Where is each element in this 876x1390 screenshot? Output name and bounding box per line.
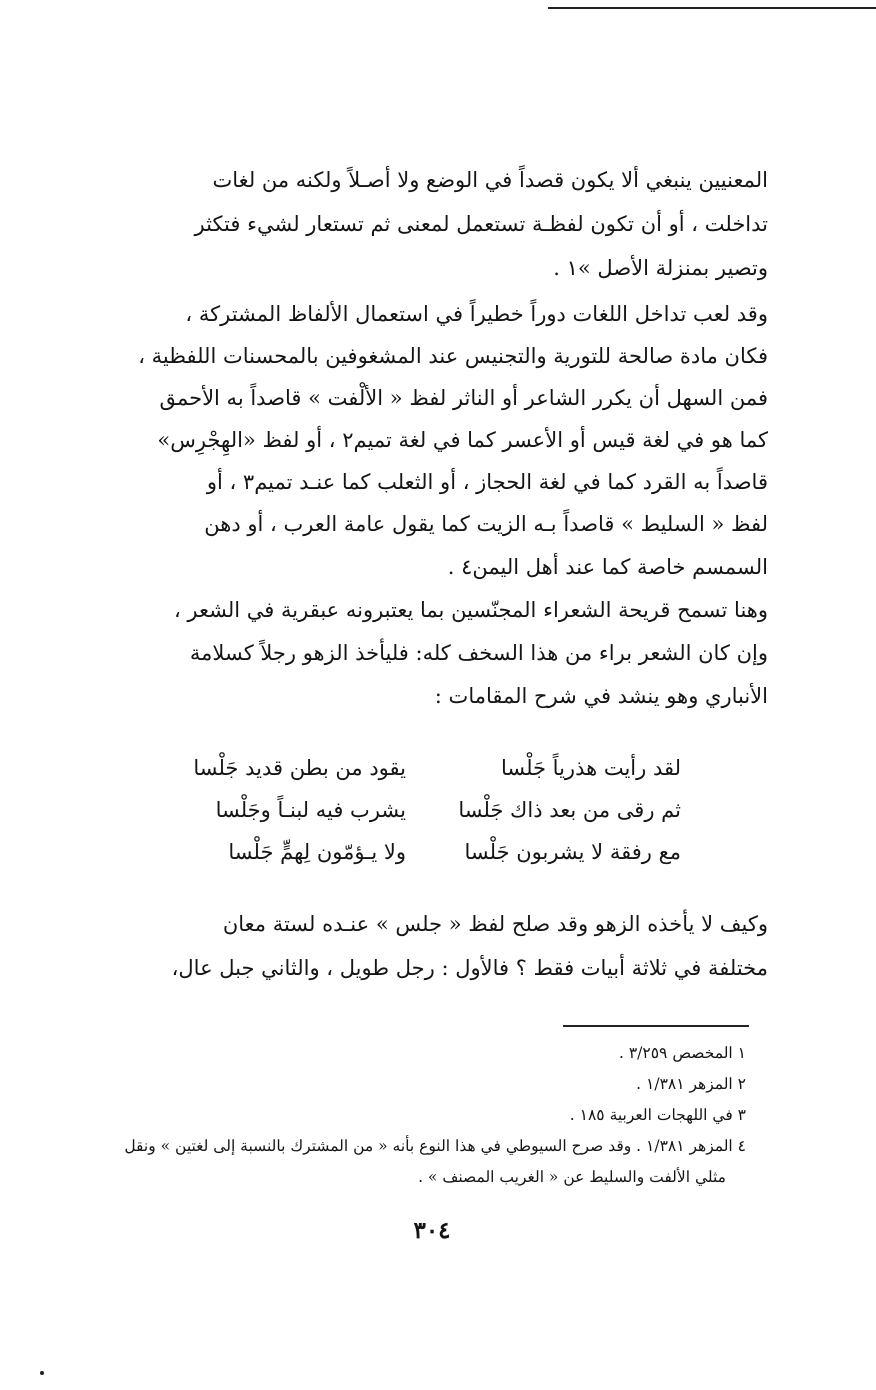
verse-second-hemistich: ولا يـؤمّون لِهمٍّ جَلْسا [228,840,406,864]
body-line: وتصير بمنزلة الأصل »١ . [553,256,768,280]
footnote-separator [563,1025,749,1027]
body-line: المعنيين ينبغي ألا يكون قصداً في الوضع ولا أصـلاً ولكنه من لغات [212,168,768,192]
body-line: قاصداً به القرد كما في لغة الحجاز ، أو الثعلب كما عنـد تميم٣ ، أو [206,470,768,494]
footnote: ٢ المزهر ١/٣٨١ . [636,1075,746,1093]
scan-speck [40,1371,44,1375]
footnote: ١ المخصص ٣/٢٥٩ . [619,1044,746,1062]
body-line: تداخلت ، أو أن تكون لفظـة تستعمل لمعنى ثم تستعار لشيء فتكثر [194,212,768,236]
verse-first-hemistich: مع رفقة لا يشربون جَلْسا [464,840,681,864]
footnote: ٤ المزهر ١/٣٨١ . وقد صرح السيوطي في هذا النوع بأنه « من المشترك بالنسبة إلى لغتين » ونقل [124,1137,746,1155]
body-line: وهنا تسمح قريحة الشعراء المجنّسين بما يعتبرونه عبقرية في الشعر ، [173,598,768,622]
verse-second-hemistich: يشرب فيه لبنـاً وجَلْسا [215,798,406,822]
verse-first-hemistich: ثم رقى من بعد ذاك جَلْسا [458,798,681,822]
body-line: مختلفة في ثلاثة أبيات فقط ؟ فالأول : رجل طويل ، والثاني جبل عال، [171,956,768,980]
body-line: وإن كان الشعر براء من هذا السخف كله: فليأخذ الزهو رجلاً كسلامة [189,641,768,665]
body-line: فمن السهل أن يكرر الشاعر أو الناثر لفظ « الألْفت » قاصداً به الأحمق [159,386,768,410]
body-line: الأنباري وهو ينشد في شرح المقامات : [434,684,768,708]
body-line: لفظ « السليط » قاصداً بـه الزيت كما يقول عامة العرب ، أو دهن [204,512,768,536]
verse-first-hemistich: لقد رأيت هذرياً جَلْسا [500,756,681,780]
page-number: ٣٠٤ [413,1217,451,1244]
body-line: وقد لعب تداخل اللغات دوراً خطيراً في استعمال الألفاظ المشتركة ، [185,302,768,326]
body-line: كما هو في لغة قيس أو الأعسر كما في لغة تميم٢ ، أو لفظ «الهِجْرِس» [157,428,768,452]
top-rule [548,7,876,9]
body-line: وكيف لا يأخذه الزهو وقد صلح لفظ « جلس » عنـده لستة معان [222,912,768,936]
footnote-continuation: مثلي الألفت والسليط عن « الغريب المصنف » . [418,1168,726,1186]
footnote: ٣ في اللهجات العربية ١٨٥ . [569,1106,746,1124]
body-line: فكان مادة صالحة للتورية والتجنيس عند المشغوفين بالمحسنات اللفظية ، [138,344,768,368]
verse-second-hemistich: يقود من بطن قديد جَلْسا [193,756,406,780]
body-line: السمسم خاصة كما عند أهل اليمن٤ . [447,555,768,579]
